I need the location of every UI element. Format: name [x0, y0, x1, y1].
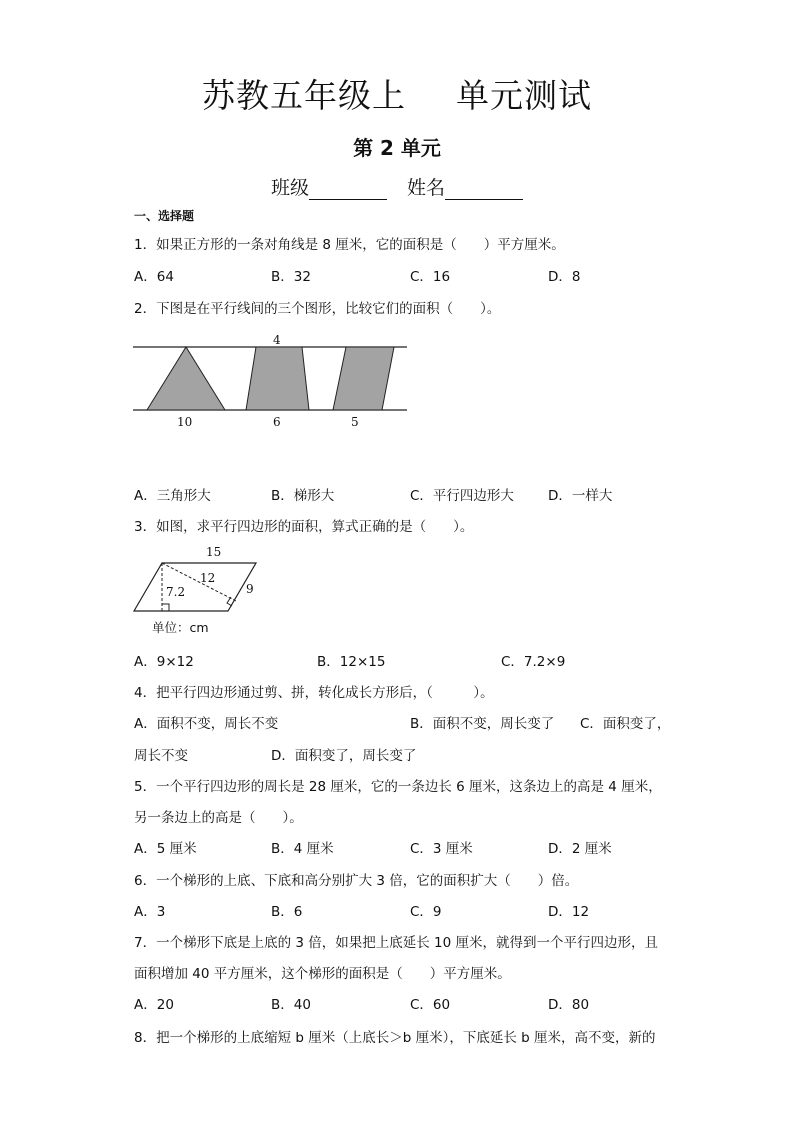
q5-option-b[interactable]: B．4 厘米	[271, 841, 334, 857]
section-title: 一、选择题	[134, 209, 195, 223]
q3-figure	[130, 542, 270, 642]
question-3: 3．如图，求平行四边形的面积，算式正确的是（ ）。	[134, 519, 474, 535]
unit-label: 单位：cm	[152, 620, 209, 635]
q4-option-a[interactable]: A．面积不变，周长不变	[134, 716, 279, 732]
question-5-line2: 另一条边上的高是（ ）。	[134, 810, 303, 826]
parallelogram-shape	[333, 347, 394, 410]
q2-option-b[interactable]: B．梯形大	[271, 488, 335, 504]
diag-height-label: 12	[200, 571, 216, 585]
question-5-line1: 5．一个平行四边形的周长是 28 厘米，它的一条边长 6 厘米，这条边上的高是 4 厘米，	[134, 779, 662, 795]
trapezoid-top-label: 4	[273, 333, 281, 347]
q1-option-d[interactable]: D．8	[548, 269, 581, 285]
q6-option-c[interactable]: C．9	[410, 904, 442, 920]
q6-option-d[interactable]: D．12	[548, 904, 590, 920]
q6-option-b[interactable]: B．6	[271, 904, 303, 920]
q1-option-c[interactable]: C．16	[410, 269, 451, 285]
q7-option-c[interactable]: C．60	[410, 997, 451, 1013]
q6-option-a[interactable]: A．3	[134, 904, 166, 920]
question-2: 2．下图是在平行线间的三个图形，比较它们的面积（ ）。	[134, 301, 501, 317]
q1-option-a[interactable]: A．64	[134, 269, 174, 285]
question-7-line2: 面积增加 40 平方厘米，这个梯形的面积是（ ）平方厘米。	[134, 966, 511, 982]
triangle-base-label: 10	[177, 415, 193, 429]
q4-option-b[interactable]: B．面积不变，周长变了	[410, 716, 555, 732]
q7-option-b[interactable]: B．40	[271, 997, 311, 1013]
page-title	[0, 70, 794, 117]
top-side-label: 15	[206, 545, 222, 559]
q3-option-c[interactable]: C．7.2×9	[501, 654, 566, 670]
unit-subtitle: 第 2 单元	[353, 136, 441, 160]
title-left: 苏教五年级上	[202, 76, 406, 115]
triangle-shape	[147, 347, 225, 410]
q1-option-b[interactable]: B．32	[271, 269, 311, 285]
q5-option-d[interactable]: D．2 厘米	[548, 841, 612, 857]
question-4: 4．把平行四边形通过剪、拼，转化成长方形后，（ ）。	[134, 685, 494, 701]
name-blank[interactable]	[445, 179, 523, 200]
question-6: 6．一个梯形的上底、下底和高分别扩大 3 倍，它的面积扩大（ ）倍。	[134, 873, 579, 889]
trapezoid-base-label: 6	[273, 415, 281, 429]
question-8: 8．把一个梯形的上底缩短 b 厘米（上底长＞b 厘米），下底延长 b 厘米，高不变，新的	[134, 1030, 656, 1046]
student-info-line	[0, 173, 794, 200]
q2-option-a[interactable]: A．三角形大	[134, 488, 211, 504]
q7-option-d[interactable]: D．80	[548, 997, 590, 1013]
q2-option-d[interactable]: D．一样大	[548, 488, 613, 504]
q4-option-d[interactable]: D．面积变了，周长变了	[271, 748, 417, 764]
vert-height-label: 7.2	[166, 585, 186, 599]
q2-figure	[130, 330, 420, 435]
q4-option-c-cont[interactable]: 周长不变	[134, 748, 188, 764]
class-blank[interactable]	[309, 179, 387, 200]
right-side-label: 9	[246, 582, 254, 596]
parallelogram-base-label: 5	[351, 415, 359, 429]
q4-option-c[interactable]: C．面积变了，	[580, 716, 671, 732]
q7-option-a[interactable]: A．20	[134, 997, 174, 1013]
parallelogram-outline	[134, 563, 256, 611]
name-label: 姓名	[407, 177, 446, 199]
question-7-line1: 7．一个梯形下底是上底的 3 倍，如果把上底延长 10 厘米，就得到一个平行四边形，且	[134, 935, 659, 951]
q2-option-c[interactable]: C．平行四边形大	[410, 488, 514, 504]
trapezoid-shape	[246, 347, 309, 410]
question-1: 1．如果正方形的一条对角线是 8 厘米，它的面积是（ ）平方厘米。	[134, 237, 565, 253]
q3-option-a[interactable]: A．9×12	[134, 654, 194, 670]
title-right: 单元测试	[456, 76, 592, 115]
q3-option-b[interactable]: B．12×15	[317, 654, 386, 670]
q5-option-c[interactable]: C．3 厘米	[410, 841, 473, 857]
class-label: 班级	[270, 177, 309, 199]
right-angle-mark-1	[162, 604, 169, 611]
q5-option-a[interactable]: A．5 厘米	[134, 841, 197, 857]
